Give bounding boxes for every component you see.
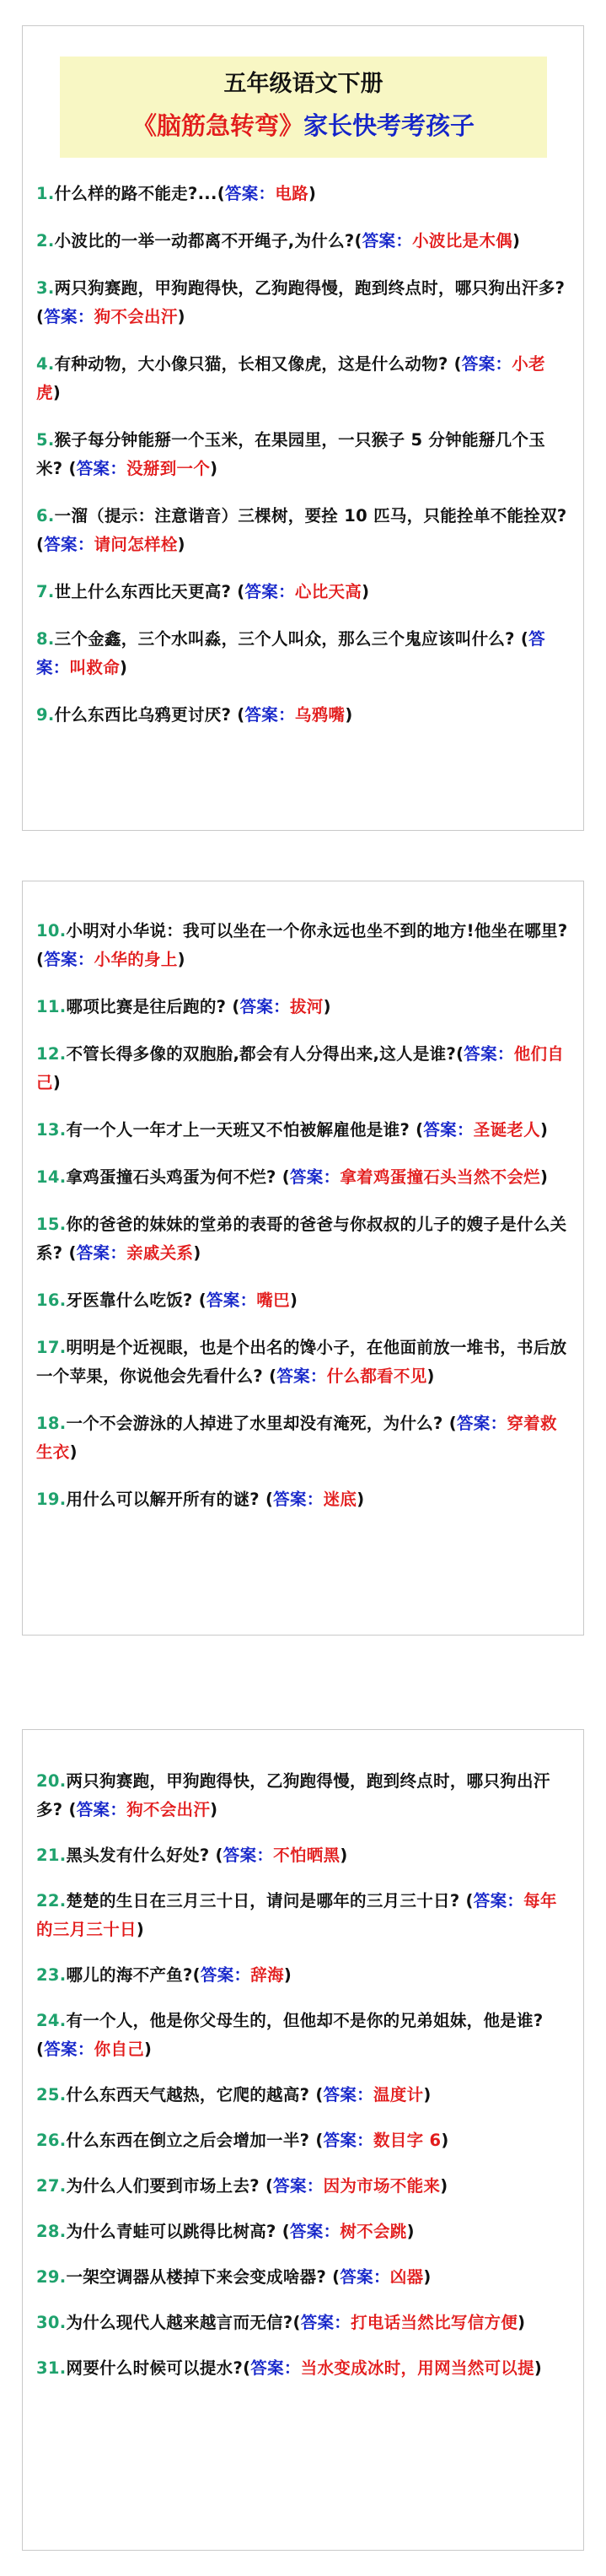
- answer-text: 当水变成冰时，用网当然可以提: [300, 2358, 534, 2378]
- question-number: 6.: [36, 506, 55, 525]
- question-number: 20.: [36, 1771, 67, 1791]
- page-subtitle: [60, 109, 547, 143]
- answer-label: 答案：: [206, 1291, 257, 1310]
- closing-paren: ): [539, 1167, 549, 1187]
- question-item: [36, 625, 569, 682]
- question-text: 一架空调器从楼掉下来会变成啥器? (: [66, 2267, 341, 2287]
- answer-label: 答案：: [461, 354, 512, 374]
- answer-text: 电路: [275, 184, 308, 203]
- question-text: 用什么可以解开所有的谜? (: [66, 1490, 274, 1509]
- question-item: [36, 502, 569, 559]
- question-item: [36, 2354, 569, 2383]
- question-item: [36, 1334, 569, 1391]
- answer-text: 辞海: [250, 1965, 284, 1985]
- closing-paren: ): [539, 1120, 549, 1140]
- question-item: [36, 578, 569, 606]
- answer-label: 答案：: [473, 1891, 524, 1910]
- answer-text: 小老虎: [36, 354, 545, 402]
- question-item: [36, 180, 569, 208]
- question-number: 14.: [36, 1167, 67, 1187]
- question-number: 13.: [36, 1120, 67, 1140]
- question-text: 什么东西比乌鸦更讨厌? (: [54, 705, 245, 725]
- question-item: [36, 1163, 569, 1192]
- closing-paren: ): [323, 997, 331, 1016]
- question-list: [36, 917, 569, 1533]
- question-item: [36, 1841, 569, 1870]
- question-item: [36, 426, 569, 483]
- subtitle-quoted: 《脑筋急转弯》: [131, 111, 303, 140]
- question-number: 31.: [36, 2358, 67, 2378]
- question-number: 25.: [36, 2085, 67, 2104]
- closing-paren: ): [177, 950, 185, 969]
- answer-text: 穿着救生衣: [36, 1414, 557, 1462]
- question-number: 1.: [36, 184, 55, 203]
- answer-label: 答案：: [276, 1366, 327, 1386]
- answer-text: 温度计: [373, 2085, 424, 2104]
- question-text: 牙医靠什么吃饭? (: [66, 1291, 206, 1310]
- page-title: 五年级语文下册: [223, 71, 383, 97]
- answer-label: 答案：: [76, 1800, 127, 1819]
- quiz-card-1: [22, 25, 584, 831]
- answer-label: 答案：: [273, 2176, 324, 2196]
- answer-text: 打电话当然比写信方便: [351, 2313, 518, 2332]
- question-number: 9.: [36, 705, 55, 725]
- question-item: [36, 1887, 569, 1944]
- quiz-card-2: [22, 881, 584, 1636]
- answer-text: 狗不会出汗: [126, 1800, 211, 1819]
- answer-label: 答案：: [323, 2131, 373, 2150]
- question-text: 为什么青蛙可以跳得比树高? (: [66, 2222, 290, 2241]
- title-banner: [60, 57, 547, 158]
- question-item: [36, 1961, 569, 1990]
- question-text: 有种动物，大小像只猫，长相又像虎，这是什么动物? (: [54, 354, 462, 374]
- question-text: 小明对小华说：我可以坐在一个你永远也坐不到的地方!他坐在哪里? (: [36, 921, 568, 969]
- answer-label: 答案：: [464, 1044, 514, 1064]
- question-number: 12.: [36, 1044, 67, 1064]
- answer-label: 答案：: [423, 1120, 474, 1140]
- question-number: 30.: [36, 2313, 67, 2332]
- answer-label: 答案：: [44, 535, 94, 554]
- question-item: [36, 1286, 569, 1315]
- question-item: [36, 2172, 569, 2201]
- question-item: [36, 2007, 569, 2064]
- question-number: 5.: [36, 430, 55, 450]
- question-item: [36, 350, 569, 407]
- question-text: 明明是个近视眼，也是个出名的馋小子，在他面前放一堆书，书后放一个苹果，你说他会先看什么? (: [36, 1338, 567, 1386]
- answer-label: 答案：: [273, 1490, 324, 1509]
- answer-text: 乌鸦嘴: [294, 705, 346, 725]
- answer-text: 心比天高: [294, 582, 362, 601]
- closing-paren: ): [426, 1366, 435, 1386]
- answer-text: 什么都看不见: [326, 1366, 427, 1386]
- question-item: [36, 917, 569, 974]
- answer-label: 答案：: [76, 459, 127, 478]
- answer-text: 没掰到一个: [126, 459, 211, 478]
- question-text: 一个不会游泳的人掉进了水里却没有淹死，为什么? (: [66, 1414, 457, 1433]
- answer-label: 答案：: [223, 1846, 274, 1865]
- question-item: [36, 2218, 569, 2246]
- answer-label: 答案：: [323, 2085, 373, 2104]
- question-text: 有一个人，他是你父母生的，但他却不是你的兄弟姐妹，他是谁? (: [36, 2011, 544, 2059]
- question-text: 哪项比赛是往后跑的? (: [66, 997, 240, 1016]
- closing-paren: ): [440, 2176, 448, 2196]
- question-text: 黑头发有什么好处? (: [66, 1846, 223, 1865]
- closing-paren: ): [177, 535, 185, 554]
- question-item: [36, 2263, 569, 2292]
- closing-paren: ): [210, 459, 218, 478]
- question-item: [36, 1767, 569, 1824]
- question-text: 为什么现代人越来越言而无信?(: [66, 2313, 301, 2332]
- answer-text: 他们自己: [36, 1044, 565, 1092]
- question-text: 什么样的路不能走?...(: [54, 184, 225, 203]
- answer-label: 答案：: [289, 1167, 341, 1187]
- answer-text: 迷底: [323, 1490, 357, 1509]
- question-number: 19.: [36, 1490, 67, 1509]
- answer-label: 答案：: [289, 2222, 341, 2241]
- answer-text: 拿着鸡蛋撞石头当然不会烂: [340, 1167, 540, 1187]
- answer-text: 小波比是木偶: [412, 231, 512, 251]
- answer-text: 亲戚关系: [126, 1243, 194, 1263]
- answer-label: 答案：: [36, 629, 545, 677]
- answer-label: 答案：: [76, 1243, 127, 1263]
- closing-paren: ): [357, 1490, 365, 1509]
- question-text: 猴子每分钟能掰一个玉米，在果园里，一只猴子 5 分钟能掰几个玉米? (: [36, 430, 546, 478]
- question-list: [36, 180, 569, 748]
- question-text: 世上什么东西比天更高? (: [54, 582, 245, 601]
- answer-text: 狗不会出汗: [94, 307, 178, 326]
- closing-paren: ): [340, 1846, 348, 1865]
- question-number: 27.: [36, 2176, 67, 2196]
- closing-paren: ): [177, 307, 185, 326]
- answer-label: 答案：: [300, 2313, 351, 2332]
- question-list: [36, 1767, 569, 2400]
- closing-paren: ): [283, 1965, 292, 1985]
- question-text: 两只狗赛跑，甲狗跑得快，乙狗跑得慢，跑到终点时，哪只狗出汗多? (: [36, 278, 566, 326]
- closing-paren: ): [441, 2131, 449, 2150]
- closing-paren: ): [120, 658, 128, 677]
- question-number: 10.: [36, 921, 67, 940]
- question-item: [36, 274, 569, 331]
- question-text: 什么东西天气越热，它爬的越高? (: [66, 2085, 324, 2104]
- answer-label: 答案：: [362, 231, 413, 251]
- closing-paren: ): [423, 2267, 432, 2287]
- closing-paren: ): [512, 231, 521, 251]
- question-number: 26.: [36, 2131, 67, 2150]
- question-text: 有一个人一年才上一天班又不怕被解雇他是谁? (: [66, 1120, 424, 1140]
- closing-paren: ): [136, 1920, 145, 1939]
- question-text: 不管长得多像的双胞胎,都会有人分得出来,这人是谁?(: [66, 1044, 464, 1064]
- question-text: 楚楚的生日在三月三十日，请问是哪年的三月三十日? (: [66, 1891, 474, 1910]
- question-text: 三个金鑫，三个水叫淼，三个人叫众，那么三个鬼应该叫什么? (: [54, 629, 529, 649]
- question-number: 29.: [36, 2267, 67, 2287]
- closing-paren: ): [289, 1291, 298, 1310]
- closing-paren: ): [534, 2358, 543, 2378]
- question-number: 18.: [36, 1414, 67, 1433]
- closing-paren: ): [193, 1243, 201, 1263]
- answer-label: 答案：: [200, 1965, 251, 1985]
- closing-paren: ): [210, 1800, 218, 1819]
- closing-paren: ): [69, 1442, 78, 1462]
- question-text: 为什么人们要到市场上去? (: [66, 2176, 274, 2196]
- question-number: 2.: [36, 231, 55, 251]
- closing-paren: ): [52, 383, 62, 402]
- closing-paren: ): [52, 1073, 62, 1092]
- closing-paren: ): [345, 705, 353, 725]
- closing-paren: ): [423, 2085, 432, 2104]
- question-number: 23.: [36, 1965, 67, 1985]
- subtitle-rest: 家长快考考孩子: [303, 111, 475, 140]
- question-text: 哪儿的海不产鱼?(: [66, 1965, 201, 1985]
- question-number: 21.: [36, 1846, 67, 1865]
- answer-label: 答案：: [244, 582, 295, 601]
- question-number: 17.: [36, 1338, 67, 1357]
- question-number: 11.: [36, 997, 67, 1016]
- closing-paren: ): [518, 2313, 526, 2332]
- question-text: 小波比的一举一动都离不开绳子,为什么?(: [54, 231, 362, 251]
- answer-text: 请问怎样栓: [94, 535, 178, 554]
- answer-text: 数目字 6: [373, 2131, 442, 2150]
- question-item: [36, 1485, 569, 1514]
- question-item: [36, 2081, 569, 2110]
- answer-text: 因为市场不能来: [323, 2176, 441, 2196]
- answer-text: 圣诞老人: [473, 1120, 540, 1140]
- answer-text: 每年的三月三十日: [36, 1891, 557, 1939]
- question-item: [36, 227, 569, 256]
- question-item: [36, 1116, 569, 1145]
- question-text: 你的爸爸的妹妹的堂弟的表哥的爸爸与你叔叔的儿子的嫂子是什么关系? (: [36, 1215, 567, 1263]
- question-item: [36, 993, 569, 1021]
- question-text: 两只狗赛跑，甲狗跑得快，乙狗跑得慢，跑到终点时，哪只狗出汗多? (: [36, 1771, 550, 1819]
- question-number: 16.: [36, 1291, 67, 1310]
- question-number: 24.: [36, 2011, 67, 2030]
- question-text: 拿鸡蛋撞石头鸡蛋为何不烂? (: [66, 1167, 290, 1187]
- answer-label: 答案：: [250, 2358, 301, 2378]
- answer-text: 小华的身上: [94, 950, 178, 969]
- answer-text: 拔河: [289, 997, 324, 1016]
- question-text: 什么东西在倒立之后会增加一半? (: [66, 2131, 324, 2150]
- answer-label: 答案：: [44, 307, 94, 326]
- question-number: 15.: [36, 1215, 67, 1234]
- question-item: [36, 1040, 569, 1097]
- answer-label: 答案：: [44, 950, 94, 969]
- question-item: [36, 2126, 569, 2155]
- answer-text: 叫救命: [69, 658, 121, 677]
- answer-label: 答案：: [239, 997, 290, 1016]
- question-item: [36, 2309, 569, 2337]
- question-number: 22.: [36, 1891, 67, 1910]
- answer-text: 嘴巴: [256, 1291, 290, 1310]
- closing-paren: ): [362, 582, 370, 601]
- answer-label: 答案：: [224, 184, 276, 203]
- closing-paren: ): [406, 2222, 415, 2241]
- closing-paren: ): [308, 184, 317, 203]
- answer-label: 答案：: [340, 2267, 390, 2287]
- question-number: 28.: [36, 2222, 67, 2241]
- answer-label: 答案：: [456, 1414, 507, 1433]
- question-item: [36, 701, 569, 730]
- question-item: [36, 1210, 569, 1268]
- quiz-card-3: [22, 1729, 584, 2551]
- closing-paren: ): [144, 2040, 153, 2059]
- question-number: 8.: [36, 629, 55, 649]
- answer-text: 凶器: [389, 2267, 424, 2287]
- answer-label: 答案：: [44, 2040, 94, 2059]
- question-item: [36, 1409, 569, 1467]
- answer-text: 不怕晒黑: [273, 1846, 341, 1865]
- answer-text: 你自己: [94, 2040, 145, 2059]
- question-text: 网要什么时候可以提水?(: [66, 2358, 251, 2378]
- answer-text: 树不会跳: [340, 2222, 407, 2241]
- question-number: 7.: [36, 582, 55, 601]
- answer-label: 答案：: [244, 705, 295, 725]
- question-number: 3.: [36, 278, 55, 298]
- question-text: 一溜（提示：注意谐音）三棵树，要拴 10 匹马，只能拴单不能拴双? (: [36, 506, 567, 554]
- question-number: 4.: [36, 354, 55, 374]
